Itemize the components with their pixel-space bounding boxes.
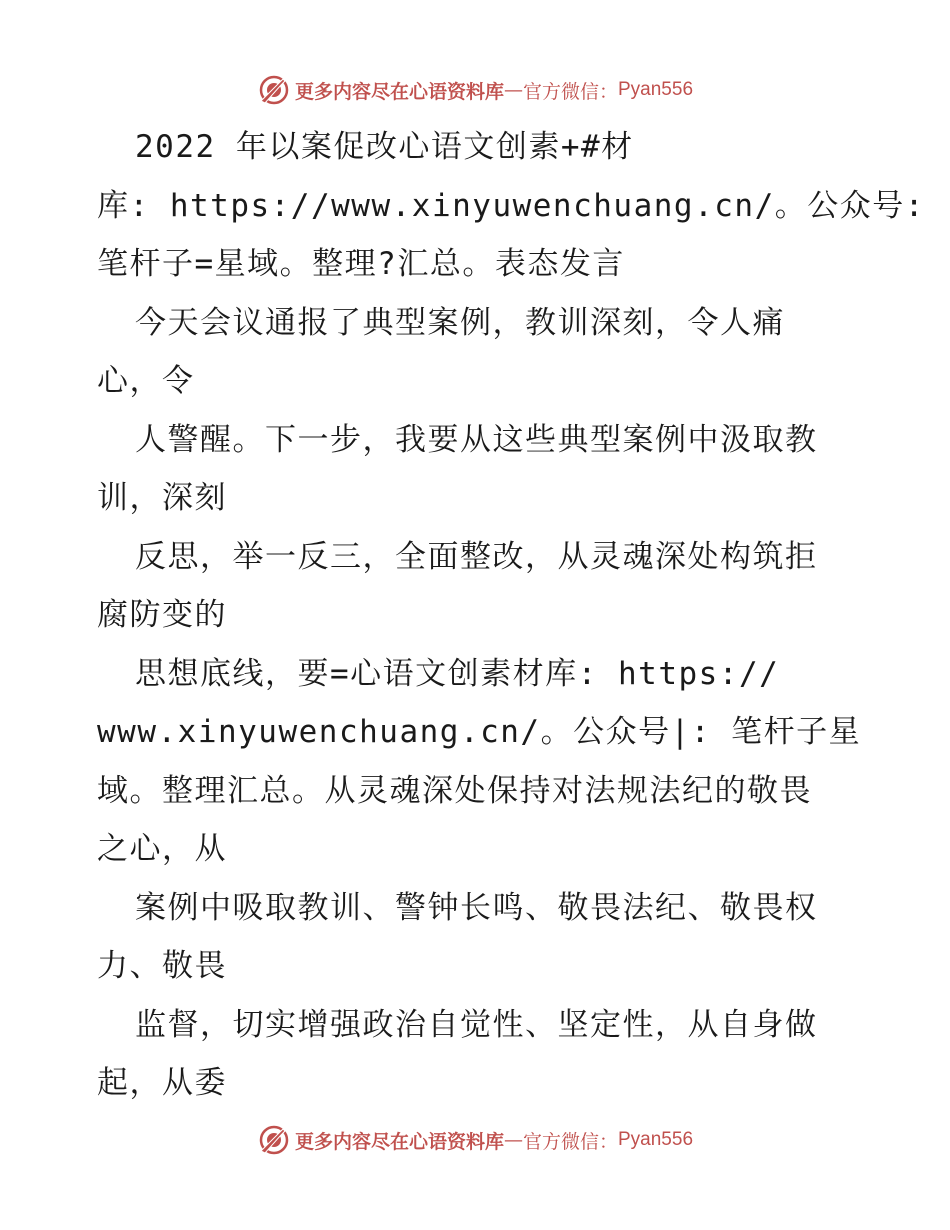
text-line: 心，令 bbox=[97, 363, 195, 399]
pen-logo-icon bbox=[257, 1123, 291, 1157]
contact-label: 官方微信： bbox=[522, 80, 618, 103]
brand-text: 更多内容尽在心语资料库 bbox=[294, 80, 504, 103]
text-line: 思想底线，要=心语文创素材库: https:// bbox=[135, 655, 780, 692]
text-line: 域。整理汇总。从灵魂深处保持对法规法纪的敬畏 bbox=[97, 772, 812, 809]
header-watermark-banner bbox=[0, 70, 950, 110]
text-line: 腐防变的 bbox=[97, 597, 227, 633]
text-line: 今天会议通报了典型案例，教训深刻，令人痛 bbox=[135, 304, 785, 341]
text-line: 起，从委 bbox=[97, 1065, 227, 1101]
text-line: 笔杆子=星域。整理?汇总。表态发言 bbox=[97, 246, 625, 282]
pen-logo-icon bbox=[257, 73, 291, 107]
brand-separator: — bbox=[503, 1129, 523, 1151]
document-body bbox=[97, 118, 925, 1113]
contact-id: Pyan556 bbox=[618, 79, 694, 100]
contact-label: 官方微信： bbox=[522, 1130, 618, 1153]
text-line: 力、敬畏 bbox=[97, 948, 227, 984]
text-line: 之心，从 bbox=[97, 831, 227, 867]
contact-id: Pyan556 bbox=[618, 1129, 694, 1150]
text-line: 库: https://www.xinyuwenchuang.cn/。公众号: bbox=[97, 187, 925, 224]
text-line: 案例中吸取教训、警钟长鸣、敬畏法纪、敬畏权 bbox=[135, 889, 818, 926]
brand-separator: — bbox=[503, 79, 523, 101]
text-line: 人警醒。下一步，我要从这些典型案例中汲取教 bbox=[135, 421, 818, 458]
text-line: 监督，切实增强政治自觉性、坚定性，从自身做 bbox=[135, 1006, 818, 1043]
text-line: 反思，举一反三，全面整改，从灵魂深处构筑拒 bbox=[135, 538, 818, 575]
text-line: 2022 年以案促改心语文创素+#材 bbox=[135, 129, 634, 165]
brand-text: 更多内容尽在心语资料库 bbox=[294, 1130, 504, 1153]
text-line: www.xinyuwenchuang.cn/。公众号|: 笔杆子星 bbox=[97, 714, 862, 750]
text-line: 训，深刻 bbox=[97, 480, 227, 516]
footer-watermark-banner bbox=[0, 1120, 950, 1160]
